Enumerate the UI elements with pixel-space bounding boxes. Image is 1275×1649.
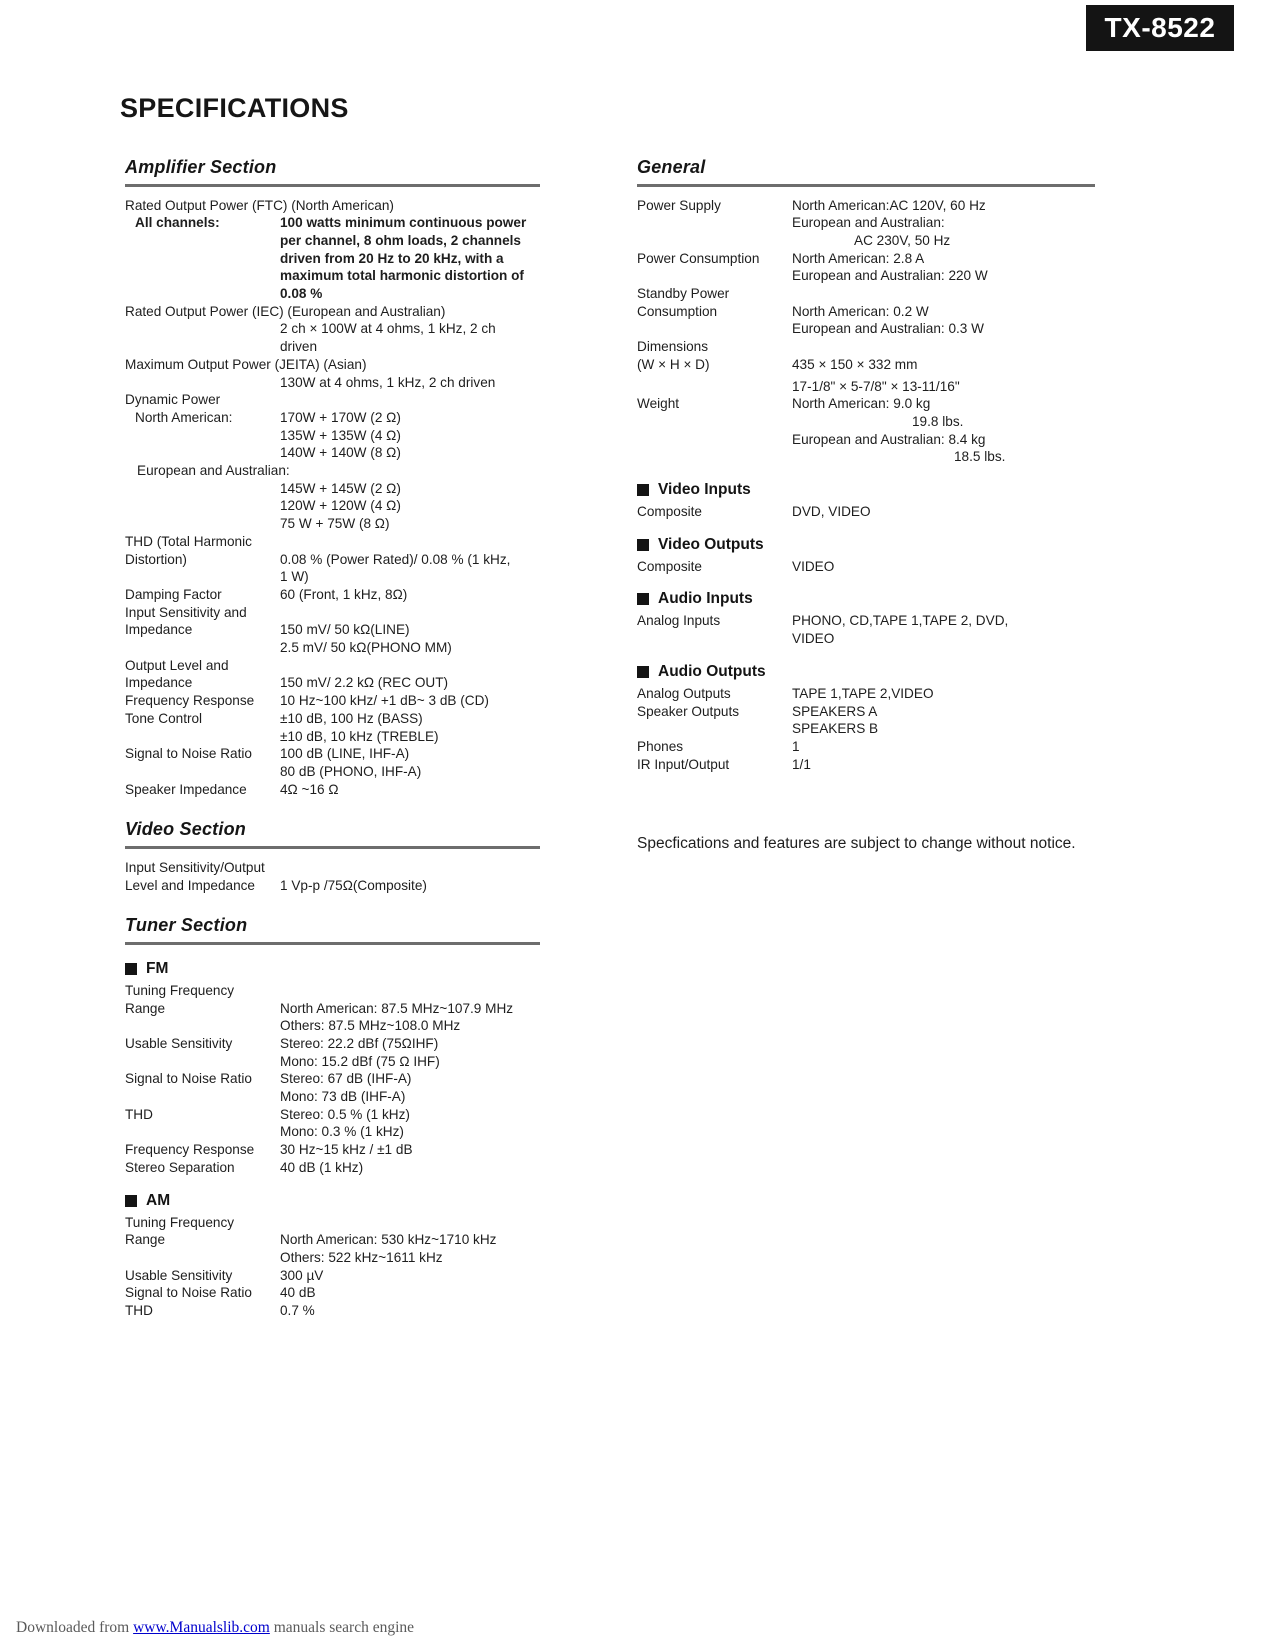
section-heading: Video Section [125,819,246,840]
spec-value: 80 dB (PHONO, IHF-A) [280,764,422,779]
spec-term: Tone Control [125,710,203,726]
footer-suffix-text: manuals search engine [269,1619,415,1636]
spec-row [125,303,540,321]
spec-value: Stereo: 0.5 % (1 kHz) [280,1106,410,1122]
spec-row [125,1267,540,1285]
spec-term [637,320,792,338]
spec-value: 0.08 % [280,286,323,302]
spec-value: 19.8 lbs. [912,413,964,429]
spec-term [125,285,280,303]
spec-value: North American: 0.2 W [792,303,929,319]
spec-row [125,374,540,392]
spec-row [125,1088,540,1106]
spec-term: Weight [637,396,680,412]
section-rule [125,846,540,849]
spec-value: North American: 87.5 MHz~107.9 MHz [280,1000,514,1016]
spec-row [125,232,540,250]
spec-term [125,427,280,445]
right-column [637,157,1095,855]
spec-row [637,197,1095,215]
spec-term: IR Input/Output [637,756,730,772]
spec-value: North American: 2.8 A [792,250,925,266]
spec-term [637,431,792,449]
spec-row [125,1302,540,1320]
spec-value: DVD, VIDEO [792,504,871,520]
spec-row [637,356,1095,374]
subsection-heading [125,960,540,978]
spec-term: Tuning Frequency [125,1214,235,1230]
spec-term: Speaker Impedance [125,781,247,797]
spec-row [125,639,540,657]
spec-term: Input Sensitivity/Output [125,859,265,875]
spec-value: North American:AC 120V, 60 Hz [792,197,986,213]
spec-row [637,214,1095,232]
spec-row [125,444,540,462]
section-rule [125,184,540,187]
spec-term [637,630,792,648]
spec-value: 60 (Front, 1 kHz, 8Ω) [280,586,408,602]
subsection-heading [637,663,1095,681]
spec-row [637,720,1095,738]
spec-term: (W × H × D) [637,356,710,372]
spec-row [125,515,540,533]
section-heading: General [637,157,706,177]
spec-term: Rated Output Power (IEC) (European and Australian) [125,303,446,319]
spec-term: European and Australian: [137,463,290,479]
square-bullet-icon [125,1195,137,1207]
spec-term [125,497,280,515]
spec-value: ±10 dB, 10 kHz (TREBLE) [280,728,439,744]
section-rule [637,184,1095,187]
spec-term: Maximum Output Power (JEITA) (Asian) [125,356,367,372]
spec-term [637,267,792,285]
spec-value: 100 dB (LINE, IHF-A) [280,746,410,762]
spec-value: per channel, 8 ohm loads, 2 channels [280,232,521,248]
spec-value: driven [280,339,318,355]
spec-row [637,612,1095,630]
spec-row [637,250,1095,268]
spec-value: SPEAKERS B [792,721,879,737]
spec-term [125,250,280,268]
spec-term: Frequency Response [125,693,255,709]
spec-term [125,1249,280,1267]
spec-row [125,285,540,303]
spec-row [125,710,540,728]
spec-term: Output Level and [125,657,229,673]
spec-row [125,1106,540,1124]
spec-term: Consumption [637,303,718,319]
footer-prefix-text: Downloaded from [16,1619,134,1636]
spec-term: THD [125,1303,153,1319]
spec-value: VIDEO [792,631,835,647]
spec-term [125,763,280,781]
subsection-heading-label: AM [146,1191,171,1209]
spec-term: THD (Total Harmonic [125,533,252,549]
spec-row [125,1159,540,1177]
spec-value: AC 230V, 50 Hz [854,232,951,248]
spec-term: Analog Outputs [637,685,731,701]
spec-term [125,320,280,338]
spec-row [125,1141,540,1159]
spec-row [125,197,540,215]
spec-value: 75 W + 75W (8 Ω) [280,516,390,532]
spec-row [637,431,1095,449]
spec-term: Phones [637,738,684,754]
spec-row [125,1249,540,1267]
spec-row [125,1035,540,1053]
spec-value: 4Ω ~16 Ω [280,781,339,797]
spec-term: Dimensions [637,339,709,355]
spec-term: Distortion) [125,551,187,567]
left-column [125,157,540,1320]
spec-value: North American: 530 kHz~1710 kHz [280,1232,497,1248]
spec-row [125,1000,540,1018]
spec-term: Range [125,1000,166,1016]
spec-term: Signal to Noise Ratio [125,1285,252,1301]
spec-term [125,639,280,657]
spec-row [125,391,540,409]
spec-term: Power Consumption [637,250,760,266]
spec-term: Composite [637,558,702,574]
subsection-heading-label: Video Inputs [658,481,751,499]
spec-term: Tuning Frequency [125,982,235,998]
page-title: SPECIFICATIONS [120,93,349,123]
spec-row [637,285,1095,303]
spec-row [125,1284,540,1302]
subsection-heading-label: Audio Inputs [658,590,753,608]
spec-value: 140W + 140W (8 Ω) [280,445,401,461]
spec-term: North American: [135,409,233,425]
spec-row [125,1070,540,1088]
square-bullet-icon [637,484,649,496]
spec-value: PHONO, CD,TAPE 1,TAPE 2, DVD, [792,613,1009,629]
spec-value: North American: 9.0 kg [792,396,931,412]
spec-value: 1 W) [280,569,309,585]
spec-value: 40 dB [280,1285,316,1301]
spec-row [637,685,1095,703]
spec-value: 145W + 145W (2 Ω) [280,480,401,496]
spec-value: 170W + 170W (2 Ω) [280,409,401,425]
spec-value: Mono: 15.2 dBf (75 Ω IHF) [280,1053,440,1069]
square-bullet-icon [637,666,649,678]
section-amplifier-section [125,157,540,798]
spec-term [125,267,280,285]
spec-term [637,378,792,396]
spec-value: maximum total harmonic distortion of [280,268,524,284]
spec-term: Speaker Outputs [637,703,740,719]
spec-row [637,232,1095,250]
spec-value: European and Australian: [792,215,945,231]
spec-value: 40 dB (1 kHz) [280,1159,364,1175]
spec-row [637,558,1095,576]
spec-value: 2.5 mV/ 50 kΩ(PHONO MM) [280,640,452,656]
spec-row [125,728,540,746]
spec-value: 18.5 lbs. [954,449,1006,465]
spec-value: 150 mV/ 2.2 kΩ (REC OUT) [280,675,449,691]
section-heading: Tuner Section [125,915,248,936]
spec-value: European and Australian: 220 W [792,268,988,284]
spec-value: 135W + 135W (4 Ω) [280,427,401,443]
footer [16,1619,414,1637]
spec-row [637,303,1095,321]
spec-value: 2 ch × 100W at 4 ohms, 1 kHz, 2 ch [280,321,496,337]
spec-row [125,551,540,569]
subsection-heading [125,1192,540,1210]
spec-value: Stereo: 22.2 dBf (75ΩIHF) [280,1035,439,1051]
spec-row [125,692,540,710]
spec-term: Damping Factor [125,586,222,602]
spec-value: 17-1/8" × 5-7/8" × 13-11/16" [792,378,960,394]
section-tuner-section [125,915,540,1319]
spec-value: SPEAKERS A [792,703,878,719]
spec-row [125,338,540,356]
manualslib-link[interactable]: www.Manualslib.com [133,1619,270,1636]
square-bullet-icon [637,593,649,605]
section-general [637,157,1095,773]
spec-term [125,444,280,462]
spec-value: 130W at 4 ohms, 1 kHz, 2 ch driven [280,374,496,390]
spec-row [637,448,1095,466]
spec-term [125,338,280,356]
spec-row [125,1123,540,1141]
spec-term [125,232,280,250]
spec-value: 0.7 % [280,1303,315,1319]
subsection-heading [637,536,1095,554]
spec-row [125,763,540,781]
spec-term: Stereo Separation [125,1159,235,1175]
subsection-heading [637,590,1095,608]
spec-term: Impedance [125,622,193,638]
spec-term: Usable Sensitivity [125,1035,233,1051]
spec-value: 1 Vp-p /75Ω(Composite) [280,877,427,893]
spec-value: Others: 87.5 MHz~108.0 MHz [280,1018,461,1034]
spec-row [125,267,540,285]
spec-term: THD [125,1106,153,1122]
spec-row [125,674,540,692]
spec-value: Stereo: 67 dB (IHF-A) [280,1071,412,1087]
spec-value: 10 Hz~100 kHz/ +1 dB~ 3 dB (CD) [280,693,489,709]
spec-value: European and Australian: 0.3 W [792,321,984,337]
spec-row [637,413,1095,431]
spec-value: Mono: 0.3 % (1 kHz) [280,1124,404,1140]
spec-row [637,756,1095,774]
spec-term: Input Sensitivity and [125,604,247,620]
change-notice-text: Specfications and features are subject to change without notice. [637,835,1076,853]
spec-term [637,232,792,250]
spec-term [637,214,792,232]
subsection-heading-label: Video Outputs [658,535,764,553]
spec-term [125,374,280,392]
spec-row [125,356,540,374]
spec-row [125,409,540,427]
spec-row [125,745,540,763]
square-bullet-icon [125,963,137,975]
spec-row [125,586,540,604]
spec-row [125,427,540,445]
section-video-section [125,819,540,894]
spec-term [125,728,280,746]
spec-term: Signal to Noise Ratio [125,746,252,762]
spec-row [125,1231,540,1249]
spec-term [637,413,792,431]
subsection-heading [637,481,1095,499]
spec-row [125,462,540,480]
spec-term: Power Supply [637,197,721,213]
spec-value: 1/1 [792,756,811,772]
spec-row [637,738,1095,756]
spec-row [125,497,540,515]
spec-value: 100 watts minimum continuous power [280,215,527,231]
spec-value: 120W + 120W (4 Ω) [280,498,401,514]
spec-term [125,1017,280,1035]
spec-value: driven from 20 Hz to 20 kHz, with a [280,250,504,266]
spec-row [125,982,540,1000]
spec-term [125,480,280,498]
spec-row [125,604,540,622]
spec-row [637,630,1095,648]
spec-value: 30 Hz~15 kHz / ±1 dB [280,1142,413,1158]
spec-term: Impedance [125,675,193,691]
spec-value: Mono: 73 dB (IHF-A) [280,1089,406,1105]
spec-row [637,320,1095,338]
spec-row [125,621,540,639]
spec-value: 300 µV [280,1267,324,1283]
spec-term [125,1088,280,1106]
spec-term [125,1053,280,1071]
spec-row [125,533,540,551]
subsection-heading-label: FM [146,959,169,977]
spec-value: 150 mV/ 50 kΩ(LINE) [280,622,410,638]
section-heading: Amplifier Section [125,157,277,177]
spec-term: Level and Impedance [125,877,255,893]
spec-value: VIDEO [792,558,835,574]
spec-row [125,1053,540,1071]
spec-row [637,267,1095,285]
spec-row [637,503,1095,521]
spec-row [125,214,540,232]
spec-term [125,1123,280,1141]
spec-term: Rated Output Power (FTC) (North American) [125,197,394,213]
spec-row [125,877,540,895]
spec-term: Signal to Noise Ratio [125,1071,252,1087]
spec-row [125,1017,540,1035]
spec-row [125,480,540,498]
spec-term: Range [125,1232,166,1248]
spec-term [637,720,792,738]
spec-value: TAPE 1,TAPE 2,VIDEO [792,685,934,701]
model-badge: TX-8522 [1086,5,1234,51]
spec-term [125,568,280,586]
spec-term: Composite [637,504,702,520]
spec-row [637,338,1095,356]
section-rule [125,942,540,945]
spec-row [637,703,1095,721]
spec-term: Analog Inputs [637,613,721,629]
spec-row [125,1214,540,1232]
spec-row [637,395,1095,413]
spec-term: All channels: [135,215,220,231]
spec-term: Dynamic Power [125,392,221,408]
spec-row [125,568,540,586]
spec-value: ±10 dB, 100 Hz (BASS) [280,710,423,726]
spec-term [637,448,792,466]
spec-value: 435 × 150 × 332 mm [792,356,918,372]
spec-row [125,859,540,877]
spec-term: Frequency Response [125,1142,255,1158]
square-bullet-icon [637,539,649,551]
spec-term: Usable Sensitivity [125,1267,233,1283]
spec-row [125,657,540,675]
spec-value: 0.08 % (Power Rated)/ 0.08 % (1 kHz, [280,551,511,567]
spec-value: 1 [792,738,800,754]
spec-value: European and Australian: 8.4 kg [792,431,986,447]
subsection-heading-label: Audio Outputs [658,662,766,680]
spec-row [637,378,1095,396]
spec-value: Others: 522 kHz~1611 kHz [280,1249,443,1265]
spec-row [125,781,540,799]
spec-row [125,320,540,338]
spec-row [125,250,540,268]
spec-term [125,515,280,533]
spec-term: Standby Power [637,286,730,302]
